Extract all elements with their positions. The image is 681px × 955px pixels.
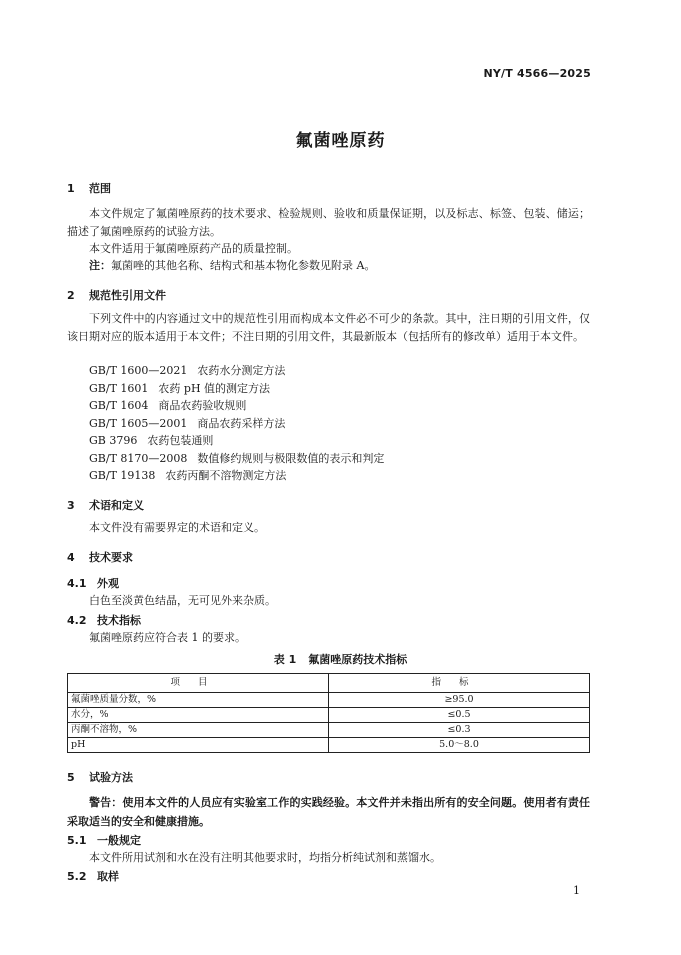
note-text: 氟菌唑的其他名称、结构式和基本物化参数见附录 A。 bbox=[111, 259, 376, 272]
scope-paragraph-1: 本文件规定了氟菌唑原药的技术要求、检验规则、验收和质量保证期，以及标志、标签、包装、储运；描述了氟菌唑原药的试验方法。 bbox=[67, 207, 590, 238]
row-item: 水分，% bbox=[68, 708, 329, 723]
section-title: 取样 bbox=[97, 870, 119, 883]
header-item: 项目 bbox=[68, 674, 329, 693]
general-rules-paragraph: 本文件所用试剂和水在没有注明其他要求时，均指分析纯试剂和蒸馏水。 bbox=[89, 851, 441, 864]
page-number: 1 bbox=[573, 884, 580, 897]
terms-paragraph: 本文件没有需要界定的术语和定义。 bbox=[89, 521, 265, 534]
table-row bbox=[68, 723, 590, 738]
section-heading-5 bbox=[67, 769, 133, 785]
section-heading-4 bbox=[67, 549, 133, 565]
reference-item: GB 3796 农药包装通则 bbox=[89, 434, 214, 447]
row-value: 5.0～8.0 bbox=[329, 738, 590, 753]
spec-paragraph: 氟菌唑原药应符合表 1 的要求。 bbox=[89, 631, 246, 644]
standard-number: NY/T 4566—2025 bbox=[483, 67, 591, 80]
subsection-heading-5-1 bbox=[67, 832, 141, 848]
section-title: 术语和定义 bbox=[89, 499, 144, 512]
scope-paragraph-2: 本文件适用于氟菌唑原药产品的质量控制。 bbox=[89, 242, 298, 255]
subsection-heading-4-1 bbox=[67, 575, 119, 591]
reference-list bbox=[89, 362, 384, 485]
section-number: 5 bbox=[67, 771, 75, 784]
row-item: 氟菌唑质量分数，% bbox=[68, 693, 329, 708]
section-title: 规范性引用文件 bbox=[89, 289, 166, 302]
section-title: 技术要求 bbox=[89, 551, 133, 564]
section-heading-1 bbox=[67, 180, 111, 196]
section-number: 4.1 bbox=[67, 577, 87, 590]
row-item: 丙酮不溶物，% bbox=[68, 723, 329, 738]
section-number: 5.2 bbox=[67, 870, 87, 883]
spec-table bbox=[67, 673, 590, 753]
warning-paragraph: 警告：使用本文件的人员应有实验室工作的实践经验。本文件并未指出所有的安全问题。使用者有责任采取适当的安全和健康措施。 bbox=[67, 796, 590, 828]
table-row bbox=[68, 738, 590, 753]
section-title: 范围 bbox=[89, 182, 111, 195]
scope-note bbox=[67, 257, 590, 275]
row-item: pH bbox=[68, 738, 329, 753]
header-value: 指标 bbox=[329, 674, 590, 693]
table-header-row bbox=[68, 674, 590, 693]
reference-item: GB/T 1605—2001 商品农药采样方法 bbox=[89, 416, 286, 430]
row-value: ≥95.0 bbox=[329, 693, 590, 708]
section-heading-2 bbox=[67, 287, 166, 303]
normative-paragraph: 下列文件中的内容通过文中的规范性引用而构成本文件必不可少的条款。其中，注日期的引用文件，仅该日期对应的版本适用于本文件；不注日期的引用文件，其最新版本（包括所有的修改单）适用于本文件。 bbox=[67, 312, 590, 343]
section-number: 4.2 bbox=[67, 614, 87, 627]
section-number: 1 bbox=[67, 182, 75, 195]
section-number: 3 bbox=[67, 499, 75, 512]
reference-item: GB/T 8170—2008 数值修约规则与极限数值的表示和判定 bbox=[89, 451, 385, 465]
section-title: 技术指标 bbox=[97, 614, 141, 627]
document-title: 氟菌唑原药 bbox=[295, 131, 386, 151]
subsection-heading-5-2 bbox=[67, 868, 119, 884]
section-title: 一般规定 bbox=[97, 834, 141, 847]
reference-item: GB/T 19138 农药丙酮不溶物测定方法 bbox=[89, 469, 287, 482]
section-number: 4 bbox=[67, 551, 75, 564]
reference-item: GB/T 1600—2021 农药水分测定方法 bbox=[89, 364, 286, 377]
section-title: 外观 bbox=[97, 577, 119, 590]
reference-item: GB/T 1601 农药 pH 值的测定方法 bbox=[89, 381, 271, 395]
section-heading-3 bbox=[67, 497, 144, 513]
section-title: 试验方法 bbox=[89, 771, 133, 784]
table-row bbox=[68, 693, 590, 708]
section-number: 5.1 bbox=[67, 834, 87, 847]
subsection-heading-4-2 bbox=[67, 612, 141, 628]
note-label: 注： bbox=[89, 259, 111, 272]
table-number: 表 1 bbox=[273, 653, 297, 666]
row-value: ≤0.5 bbox=[329, 708, 590, 723]
table-row bbox=[68, 708, 590, 723]
section-number: 2 bbox=[67, 289, 75, 302]
reference-item: GB/T 1604 商品农药验收规则 bbox=[89, 399, 247, 412]
row-value: ≤0.3 bbox=[329, 723, 590, 738]
appearance-paragraph: 白色至淡黄色结晶，无可见外来杂质。 bbox=[89, 594, 276, 607]
table-caption bbox=[0, 651, 681, 667]
table-title: 氟菌唑原药技术指标 bbox=[308, 653, 408, 666]
